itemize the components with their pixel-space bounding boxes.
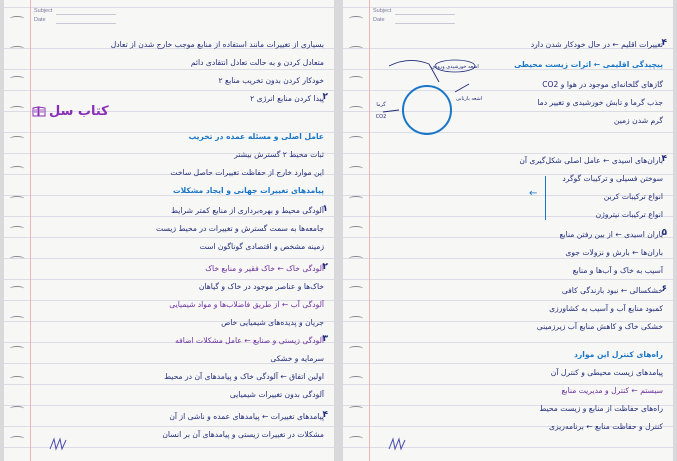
subject-line [56, 14, 116, 15]
note-line: آلودگی بدون تغییرات شیمیایی [229, 390, 324, 399]
date-line [395, 23, 455, 24]
note-line: جامعه‌ها به سمت گسترش و تغییرات در محیط زیست [156, 224, 324, 233]
note-line: سوختن فسیلی و ترکیبات گوگرد [562, 174, 663, 183]
note-line: انواع ترکیبات نیتروژن [595, 210, 663, 219]
item-number: ۶ [661, 284, 667, 294]
binder-ring [10, 76, 24, 81]
note-line: جریان و پدیده‌های شیمیایی خاص [221, 318, 324, 327]
binder-ring [349, 46, 363, 51]
item-number: ۱ [322, 204, 328, 214]
note-line: گرم شدن زمین [613, 116, 663, 125]
item-number: ۲ [322, 262, 328, 272]
signature-mark [48, 437, 70, 451]
note-line: خشکی خاک و کاهش منابع آب زیرزمینی [536, 322, 663, 331]
signature-mark [387, 437, 409, 451]
binder-ring [349, 346, 363, 351]
diagram-label: گرما [376, 102, 386, 108]
note-line: تغییرات اقلیم ← در حال خودکار شدن دارد [530, 40, 663, 49]
date-label: Date [373, 17, 385, 23]
note-line: باران اسیدی ← از بین رفتن منابع [559, 230, 663, 239]
note-line: خودکار کردن بدون تخریب منابع ۲ [218, 76, 324, 85]
binder-ring [349, 436, 363, 441]
binder-ring [349, 196, 363, 201]
binder-ring [10, 406, 24, 411]
binder-ring [349, 226, 363, 231]
item-number: ۳ [322, 334, 328, 344]
reflected-ray [455, 84, 469, 92]
note-line: آسیب به خاک و آب‌ها و منابع [572, 266, 663, 275]
binder-ring [10, 166, 24, 171]
binder-ring [349, 16, 363, 21]
binder-ring [10, 346, 24, 351]
binder-ring [10, 196, 24, 201]
earth-circle [403, 86, 451, 134]
note-line: آلودگی زیستی و صنایع ← عامل مشکلات اضافه [175, 336, 324, 345]
section-heading: پیامدهای تغییرات جهانی و ایجاد مشکلات [173, 186, 324, 195]
date-label: Date [34, 17, 46, 23]
item-number: ۴ [322, 410, 328, 420]
note-line: مشکلات در تغییرات زیستی و پیامدهای آن بر انسان [162, 430, 324, 439]
date-line [56, 23, 116, 24]
note-line: کمبود منابع آب و آسیب به کشاورزی [549, 304, 663, 313]
item-number: ۵ [661, 228, 667, 238]
section-heading: عامل اصلی و مسئله عمده در تخریب [188, 132, 324, 141]
note-line: این موارد خارج از حفاظت تغییرات حاصل ساخت [170, 168, 324, 177]
note-line: خاک‌ها و عناصر موجود در خاک و گیاهان [198, 282, 324, 291]
book-icon [32, 106, 46, 117]
notebook-page-left [4, 0, 334, 461]
note-line: پیامدهای تغییرات ← پیامدهای عمده و ناشی از آن [169, 412, 324, 421]
note-line: زمینه مشخص و اقتصادی گوناگون است [199, 242, 324, 251]
notebook-page-right [343, 0, 673, 461]
note-line: باران‌ها ← بارش و نزولات جوی [565, 248, 663, 257]
note-line: ثبات محیط ۲ گسترش بیشتر [234, 150, 324, 159]
subject-label: Subject [34, 8, 53, 14]
binder-ring [10, 136, 24, 141]
note-line: گازهای گلخانه‌ای موجود در هوا و CO2 [542, 80, 663, 89]
note-line: آلودگی آب ← از طریق فاضلاب‌ها و مواد شیمیایی [169, 300, 324, 309]
note-line: اولین اتفاق ← آلودگی خاک و پیامدهای آن در محیط [164, 372, 324, 381]
note-line: کنترل و حفاظت منابع ← برنامه‌ریزی [549, 422, 663, 431]
note-line: سیستم ← کنترل و مدیریت منابع [561, 386, 663, 395]
note-line: پیامدهای زیست محیطی و کنترل آن [550, 368, 663, 377]
note-line: متعادل کردن و به حالت تعادل انتقادی دائم [190, 58, 324, 67]
binder-ring [349, 406, 363, 411]
diagram-label: اشعه خورشیدی ورودی [431, 64, 479, 70]
note-line: خشکسالی ← نبود بارندگی کافی [561, 286, 663, 295]
item-number: ۲ [322, 92, 328, 102]
note-line: پیدا کردن منابع انرژی ۲ [250, 94, 324, 103]
item-number: ۴ [661, 154, 667, 164]
binder-ring [10, 436, 24, 441]
incoming-ray [389, 60, 429, 66]
binder-ring [349, 256, 363, 261]
binder-ring [10, 106, 24, 111]
binder-ring [10, 256, 24, 261]
margin-line [30, 0, 31, 461]
binder-ring [349, 106, 363, 111]
heat-ray [383, 110, 399, 112]
subject-label: Subject [373, 8, 392, 14]
note-line: انواع ترکیبات کربن [603, 192, 663, 201]
section-heading: پیچیدگی اقلیمی ← اثرات زیست محیطی [514, 60, 663, 69]
note-line: بسیاری از تغییرات مانند استفاده از منابع موجب خارج شدن از تعادل [110, 40, 324, 49]
note-line: جذب گرما و تابش خورشیدی و تغییر دما [537, 98, 663, 107]
binder-ring [10, 376, 24, 381]
arrow-left-icon: ← [529, 188, 538, 199]
binder-ring [10, 316, 24, 321]
note-line: راه‌های حفاظت از منابع و زیست محیط [539, 404, 663, 413]
binder-ring [349, 316, 363, 321]
section-heading: راه‌های کنترل این موارد [573, 350, 663, 359]
greenhouse-diagram [369, 52, 483, 152]
binder-ring [10, 16, 24, 21]
binder-ring [10, 46, 24, 51]
watermark-logo: کتاب سل [49, 104, 109, 119]
binder-ring [10, 286, 24, 291]
item-number: ۴ [661, 38, 667, 48]
binder-ring [10, 226, 24, 231]
diagram-label: اشعه بازتابی [455, 96, 483, 102]
binder-ring [349, 136, 363, 141]
binder-ring [349, 166, 363, 171]
binder-ring [349, 76, 363, 81]
binder-ring [349, 376, 363, 381]
note-line: آلودگی محیط و بهره‌برداری از منابع کمتر شرایط [171, 206, 324, 215]
list-bracket [541, 176, 546, 220]
note-line: آلودگی خاک ← خاک فقیر و منابع خاک [205, 264, 324, 273]
subject-line [395, 14, 455, 15]
note-line: باران‌های اسیدی ← عامل اصلی شکل‌گیری آن [519, 156, 663, 165]
note-line: سرمایه و خشکی [270, 354, 324, 363]
diagram-label: CO2 [375, 114, 387, 120]
binder-ring [349, 286, 363, 291]
